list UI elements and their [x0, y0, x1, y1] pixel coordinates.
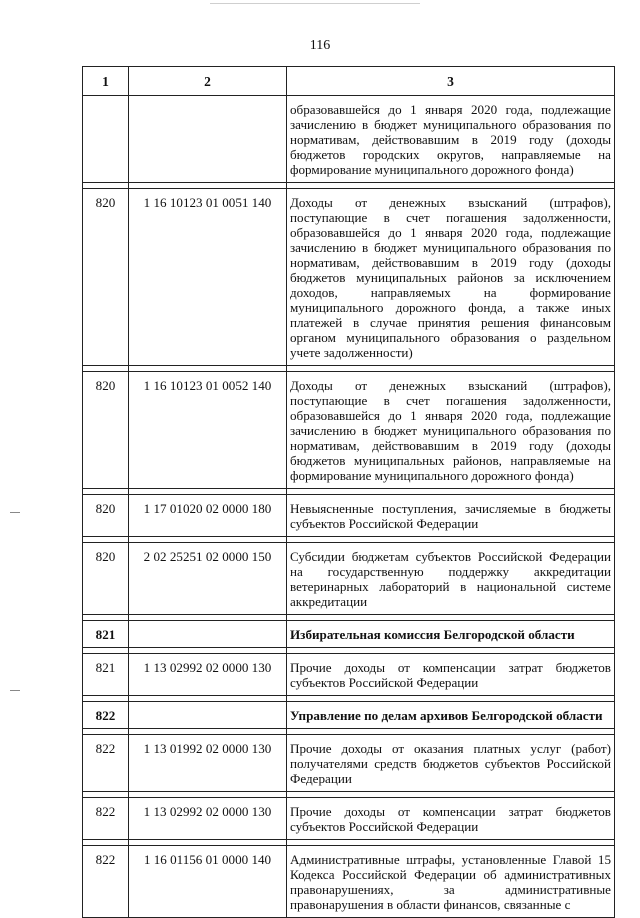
budget-code-cell: 1 17 01020 02 0000 180	[129, 495, 287, 537]
scan-top-mark	[210, 3, 420, 4]
admin-code-cell: 822	[83, 735, 129, 792]
admin-code-cell: 822	[83, 798, 129, 840]
description-cell: Доходы от денежных взысканий (штрафов), поступающие в счет погашения задолженности, образовавшейся до 1 января 2020 года, подлежащие зачислению в бюджет муниципального образования по нормативам, действовавшим в 2019 году (доходы бюджетов муниципальных районов, направляемые на формирование муниципального дорожного фонда)	[287, 372, 615, 489]
admin-code-cell: 820	[83, 495, 129, 537]
column-header-3: 3	[287, 67, 615, 96]
admin-code-cell: 820	[83, 372, 129, 489]
description-cell: Субсидии бюджетам субъектов Российской Федерации на государственную поддержку аккредитации ветеринарных лабораторий в национальной системе аккредитации	[287, 543, 615, 615]
admin-code-cell: 820	[83, 189, 129, 366]
admin-code-cell	[83, 96, 129, 183]
description-cell: Прочие доходы от компенсации затрат бюджетов субъектов Российской Федерации	[287, 798, 615, 840]
admin-code-cell: 822	[83, 702, 129, 729]
table-row	[83, 846, 615, 918]
table-row	[83, 189, 615, 366]
budget-code-cell	[129, 96, 287, 183]
table-row	[83, 654, 615, 696]
description-cell: Административные штрафы, установленные Главой 15 Кодекса Российской Федерации об административных правонарушениях, за административные правонарушения в области финансов, связанные с	[287, 846, 615, 918]
table-row	[83, 96, 615, 183]
section-title-cell: Избирательная комиссия Белгородской области	[287, 621, 615, 648]
admin-code-cell: 820	[83, 543, 129, 615]
description-cell: Прочие доходы от оказания платных услуг (работ) получателями средств бюджетов субъектов Российской Федерации	[287, 735, 615, 792]
budget-code-cell: 2 02 25251 02 0000 150	[129, 543, 287, 615]
budget-code-cell: 1 16 01156 01 0000 140	[129, 846, 287, 918]
table-row-section-heading	[83, 621, 615, 648]
column-header-2: 2	[129, 67, 287, 96]
table-row	[83, 798, 615, 840]
page-number: 116	[309, 38, 331, 53]
table-row	[83, 735, 615, 792]
scan-edge-mark	[10, 690, 20, 691]
table-row	[83, 495, 615, 537]
budget-code-cell: 1 13 02992 02 0000 130	[129, 654, 287, 696]
revenue-code-table	[82, 66, 615, 918]
section-title-cell: Управление по делам архивов Белгородской области	[287, 702, 615, 729]
table-row	[83, 543, 615, 615]
budget-code-cell	[129, 702, 287, 729]
admin-code-cell: 821	[83, 654, 129, 696]
budget-code-cell: 1 16 10123 01 0051 140	[129, 189, 287, 366]
budget-code-cell: 1 13 02992 02 0000 130	[129, 798, 287, 840]
budget-code-cell: 1 16 10123 01 0052 140	[129, 372, 287, 489]
table-header-row	[83, 67, 615, 96]
budget-code-cell	[129, 621, 287, 648]
admin-code-cell: 822	[83, 846, 129, 918]
description-cell: Прочие доходы от компенсации затрат бюджетов субъектов Российской Федерации	[287, 654, 615, 696]
description-cell: образовавшейся до 1 января 2020 года, подлежащие зачислению в бюджет муниципального образования по нормативам, действовавшим в 2019 году (доходы бюджетов городских округов, направляемые на формирование муниципального дорожного фонда)	[287, 96, 615, 183]
table-row-section-heading	[83, 702, 615, 729]
column-header-1: 1	[83, 67, 129, 96]
admin-code-cell: 821	[83, 621, 129, 648]
table-row	[83, 372, 615, 489]
description-cell: Невыясненные поступления, зачисляемые в бюджеты субъектов Российской Федерации	[287, 495, 615, 537]
description-cell: Доходы от денежных взысканий (штрафов), поступающие в счет погашения задолженности, образовавшейся до 1 января 2020 года, подлежащие зачислению в бюджет муниципального образования по нормативам, действовавшим в 2019 году (доходы бюджетов муниципальных районов за исключением доходов, направляемых на формирование муниципального дорожного фонда, а также иных платежей в случае принятия решения финансовым органом муниципального образования о раздельном учете задолженности)	[287, 189, 615, 366]
scan-edge-mark	[10, 512, 20, 513]
budget-code-cell: 1 13 01992 02 0000 130	[129, 735, 287, 792]
